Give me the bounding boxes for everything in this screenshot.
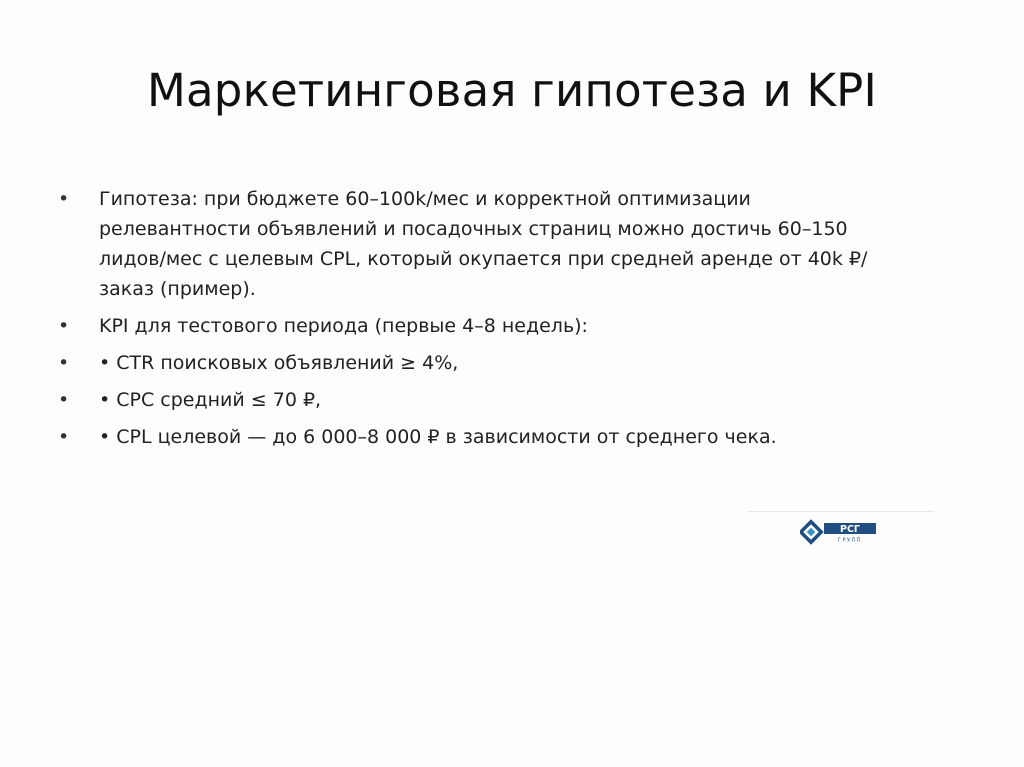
bullet-marker: • bbox=[58, 389, 70, 411]
bullet-marker: • bbox=[58, 188, 70, 210]
bullet-text: • CPC средний ≤ 70 ₽, bbox=[99, 389, 322, 411]
bullet-item bbox=[58, 184, 938, 304]
bullet-text: Гипотеза: при бюджете 60–100k/мес и корректной оптимизации релевантности объявлений и посадочных страниц можно достичь 60–150 лидов/мес с целевым CPL, который окупается при средней аренде от 40k ₽/заказ (пример). bbox=[99, 188, 868, 300]
bullet-text: • CTR поисковых объявлений ≥ 4%, bbox=[99, 352, 459, 374]
bullet-list bbox=[58, 184, 938, 459]
bullet-marker: • bbox=[58, 352, 70, 374]
logo-mark-icon bbox=[800, 519, 884, 545]
bullet-marker: • bbox=[58, 315, 70, 337]
logo-sub-text: ГРУПП bbox=[837, 537, 863, 544]
logo-brand-text: РСГ bbox=[840, 524, 860, 535]
bullet-item bbox=[58, 422, 938, 452]
bullet-text: KPI для тестового периода (первые 4–8 недель): bbox=[99, 315, 588, 337]
bullet-marker: • bbox=[58, 426, 70, 448]
bullet-item bbox=[58, 385, 938, 415]
slide-title: Маркетинговая гипотеза и KPI bbox=[147, 64, 877, 117]
bullet-item bbox=[58, 311, 938, 341]
bullet-text: • CPL целевой — до 6 000–8 000 ₽ в зависимости от среднего чека. bbox=[99, 426, 777, 448]
company-logo bbox=[748, 511, 934, 545]
bullet-item bbox=[58, 348, 938, 378]
